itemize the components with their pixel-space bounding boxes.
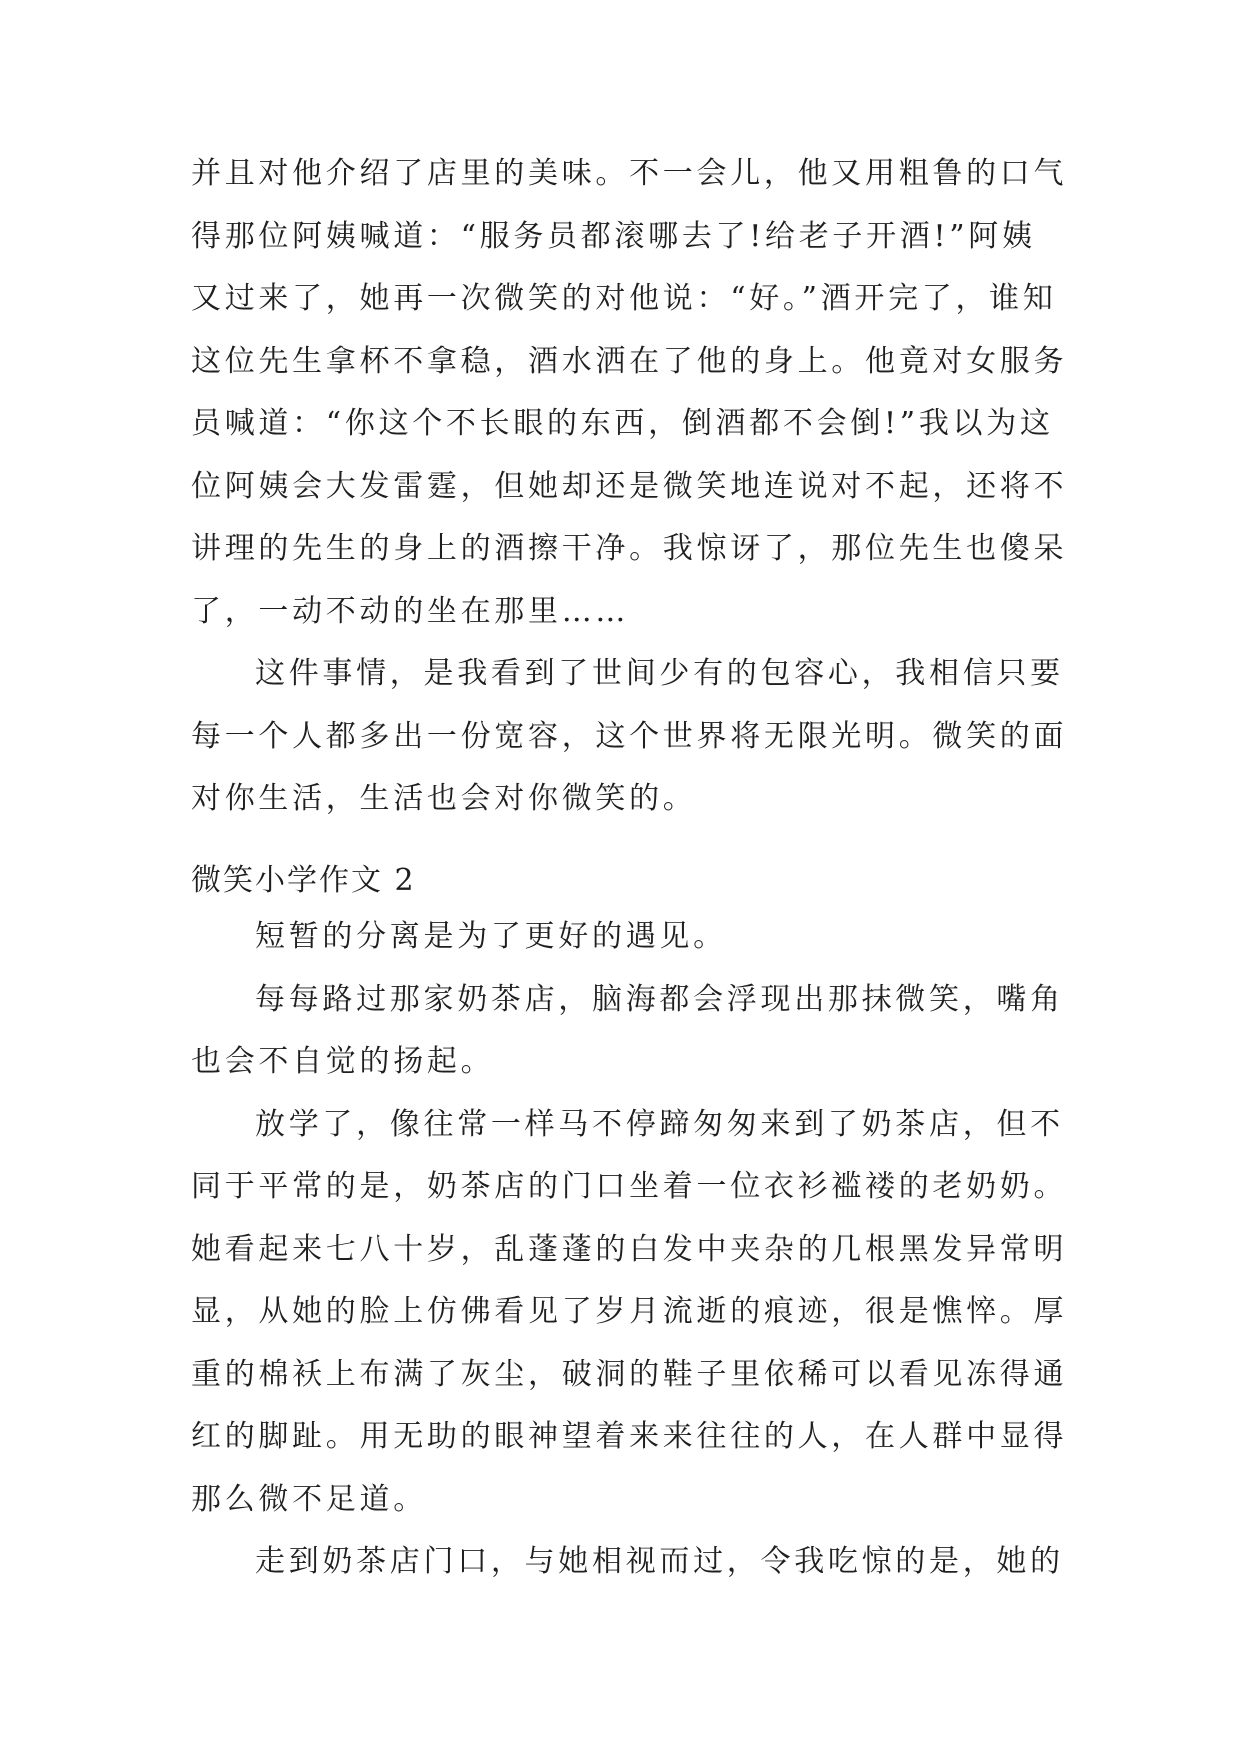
text-line: 重的棉袄上布满了灰尘，破洞的鞋子里依稀可以看见冻得通 [191, 1356, 1068, 1392]
text-line: 红的脚趾。用无助的眼神望着来来往往的人，在人群中显得 [191, 1419, 1068, 1454]
text-line: 显，从她的脸上仿佛看见了岁月流逝的痕迹，很是憔悴。厚 [191, 1294, 1068, 1329]
body-text-part1 [191, 143, 1068, 831]
text-line: 了，一动不动的坐在那里…… [191, 593, 630, 629]
body-text-part2 [191, 906, 1068, 1594]
text-line: 讲理的先生的身上的酒擦干净。我惊讶了，那位先生也傻呆 [191, 531, 1068, 566]
text-line: 这位先生拿杯不拿稳，酒水洒在了他的身上。他竟对女服务 [191, 343, 1068, 379]
text-line: 她看起来七八十岁，乱蓬蓬的白发中夹杂的几根黑发异常明 [191, 1231, 1068, 1267]
text-line: 也会不自觉的扬起。 [191, 1044, 495, 1079]
text-line: 那么微不足道。 [191, 1481, 427, 1517]
text-line: 得那位阿姨喊道：“服务员都滚哪去了!给老子开酒!”阿姨 [191, 218, 1036, 254]
text-line: 对你生活，生活也会对你微笑的。 [191, 781, 697, 816]
text-line: 短暂的分离是为了更好的遇见。 [255, 919, 727, 954]
text-line: 每一个人都多出一份宽容，这个世界将无限光明。微笑的面 [191, 718, 1068, 754]
section-heading: 微笑小学作文 2 [191, 863, 416, 898]
text-line: 这件事情，是我看到了世间少有的包容心，我相信只要 [255, 656, 1064, 691]
text-line: 又过来了，她再一次微笑的对他说：“好。”酒开完了，谁知 [191, 281, 1057, 316]
text-line: 并且对他介绍了店里的美味。不一会儿，他又用粗鲁的口气 [191, 156, 1068, 191]
text-line: 每每路过那家奶茶店，脑海都会浮现出那抹微笑，嘴角 [255, 981, 1064, 1017]
text-line: 同于平常的是，奶茶店的门口坐着一位衣衫褴褛的老奶奶。 [191, 1169, 1068, 1204]
text-line: 走到奶茶店门口，与她相视而过，令我吃惊的是，她的 [255, 1544, 1064, 1579]
text-line: 放学了，像往常一样马不停蹄匆匆来到了奶茶店，但不 [255, 1106, 1064, 1142]
text-line: 员喊道：“你这个不长眼的东西，倒酒都不会倒!”我以为这 [191, 406, 1054, 441]
text-line: 位阿姨会大发雷霆，但她却还是微笑地连说对不起，还将不 [191, 468, 1068, 504]
